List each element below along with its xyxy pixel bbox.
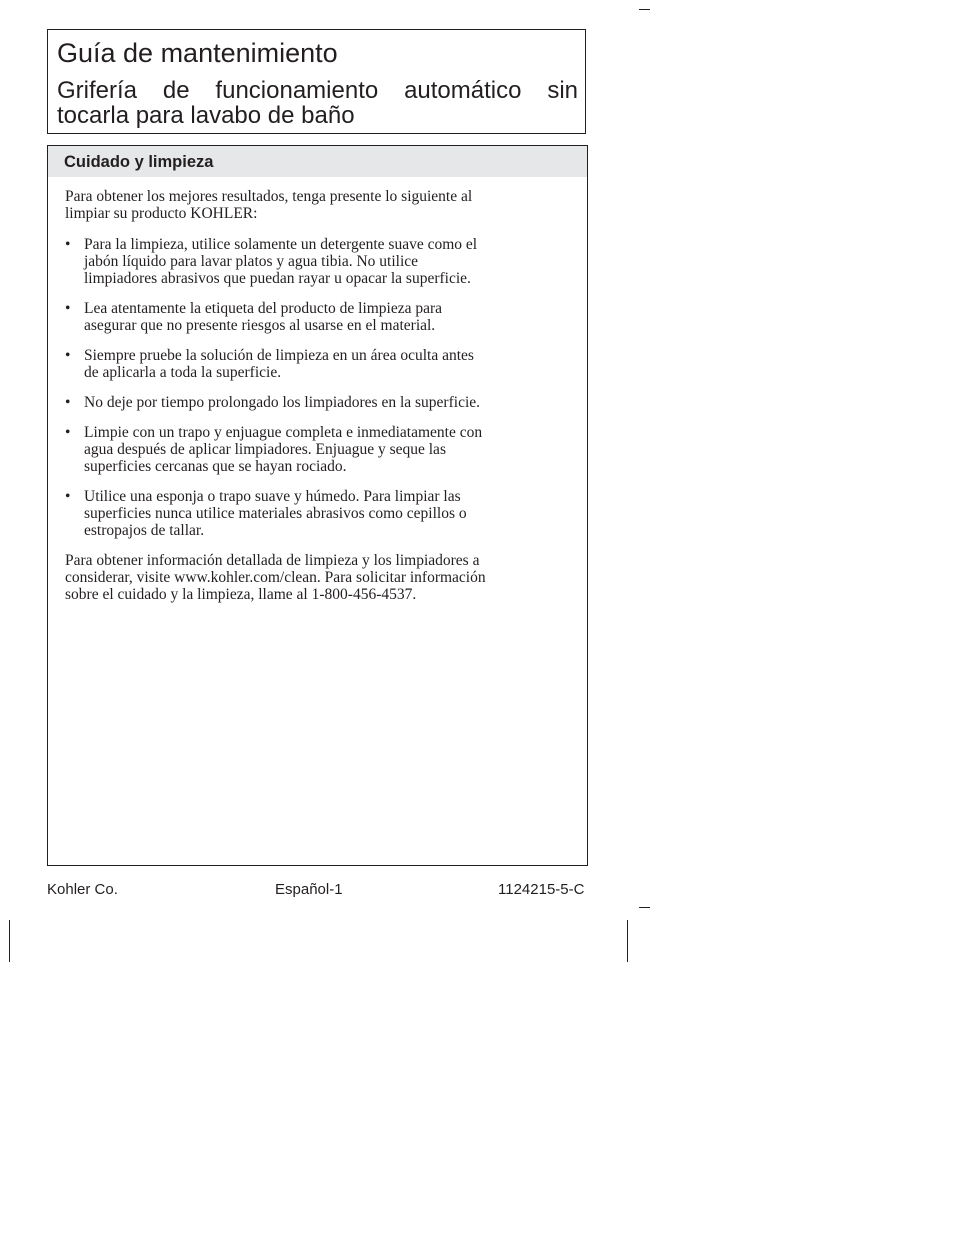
list-item-line: superficies nunca utilice materiales abrasivos como cepillos o — [84, 505, 467, 522]
bullet-icon: • — [65, 236, 71, 253]
list-item-line: Siempre pruebe la solución de limpieza en un área oculta antes — [84, 347, 474, 364]
bullet-icon: • — [65, 347, 71, 364]
list-item-line: estropajos de tallar. — [84, 522, 205, 539]
list-item — [65, 347, 482, 381]
closing-line: considerar, visite www.kohler.com/clean. Para solicitar información — [65, 569, 486, 586]
crop-mark — [627, 920, 628, 962]
section-header — [48, 146, 587, 177]
list-item — [65, 300, 482, 334]
list-item-line: Para la limpieza, utilice solamente un detergente suave como el — [84, 236, 478, 253]
list-item-line: limpiadores abrasivos que puedan rayar u opacar la superficie. — [84, 270, 471, 287]
footer-company: Kohler Co. — [47, 881, 118, 898]
list-item-line: agua después de aplicar limpiadores. Enjuague y seque las — [84, 441, 446, 458]
document-title: Guía de mantenimiento — [57, 38, 338, 68]
footer-page-label: Español-1 — [275, 881, 343, 898]
list-item — [65, 424, 482, 475]
list-item-line: de aplicarla a toda la superficie. — [84, 364, 282, 381]
closing-line: sobre el cuidado y la limpieza, llame al 1-800-456-4537. — [65, 586, 417, 603]
list-item-line: jabón líquido para lavar platos y agua tibia. No utilice — [84, 253, 419, 270]
list-item-line: superficies cercanas que se hayan rociado. — [84, 458, 347, 475]
list-item-line: asegurar que no presente riesgos al usarse en el material. — [84, 317, 436, 334]
list-item — [65, 488, 482, 539]
cleaning-tips-list — [65, 236, 482, 552]
crop-mark — [639, 9, 650, 10]
crop-mark — [9, 920, 10, 962]
closing-paragraph — [65, 552, 486, 603]
list-item-line: Lea atentamente la etiqueta del producto de limpieza para — [84, 300, 443, 317]
crop-mark — [639, 907, 650, 908]
footer-doc-number: 1124215-5-C — [498, 881, 585, 898]
document-subtitle: Grifería de funcionamiento automático sin tocarla para lavabo de baño — [57, 77, 578, 129]
bullet-icon: • — [65, 394, 71, 411]
list-item-line: Limpie con un trapo y enjuague completa e inmediatamente con — [84, 424, 483, 441]
bullet-icon: • — [65, 300, 71, 317]
title-box — [47, 29, 586, 134]
list-item — [65, 394, 482, 411]
bullet-icon: • — [65, 424, 71, 441]
intro-line: Para obtener los mejores resultados, tenga presente lo siguiente al — [65, 188, 473, 205]
list-item-line: No deje por tiempo prolongado los limpiadores en la superficie. — [84, 394, 481, 411]
intro-paragraph — [65, 188, 472, 222]
care-section — [47, 145, 588, 866]
section-title: Cuidado y limpieza — [64, 153, 214, 171]
intro-line: limpiar su producto KOHLER: — [65, 205, 258, 222]
list-item-line: Utilice una esponja o trapo suave y húmedo. Para limpiar las — [84, 488, 461, 505]
list-item — [65, 236, 482, 287]
closing-line: Para obtener información detallada de limpieza y los limpiadores a — [65, 552, 480, 569]
bullet-icon: • — [65, 488, 71, 505]
